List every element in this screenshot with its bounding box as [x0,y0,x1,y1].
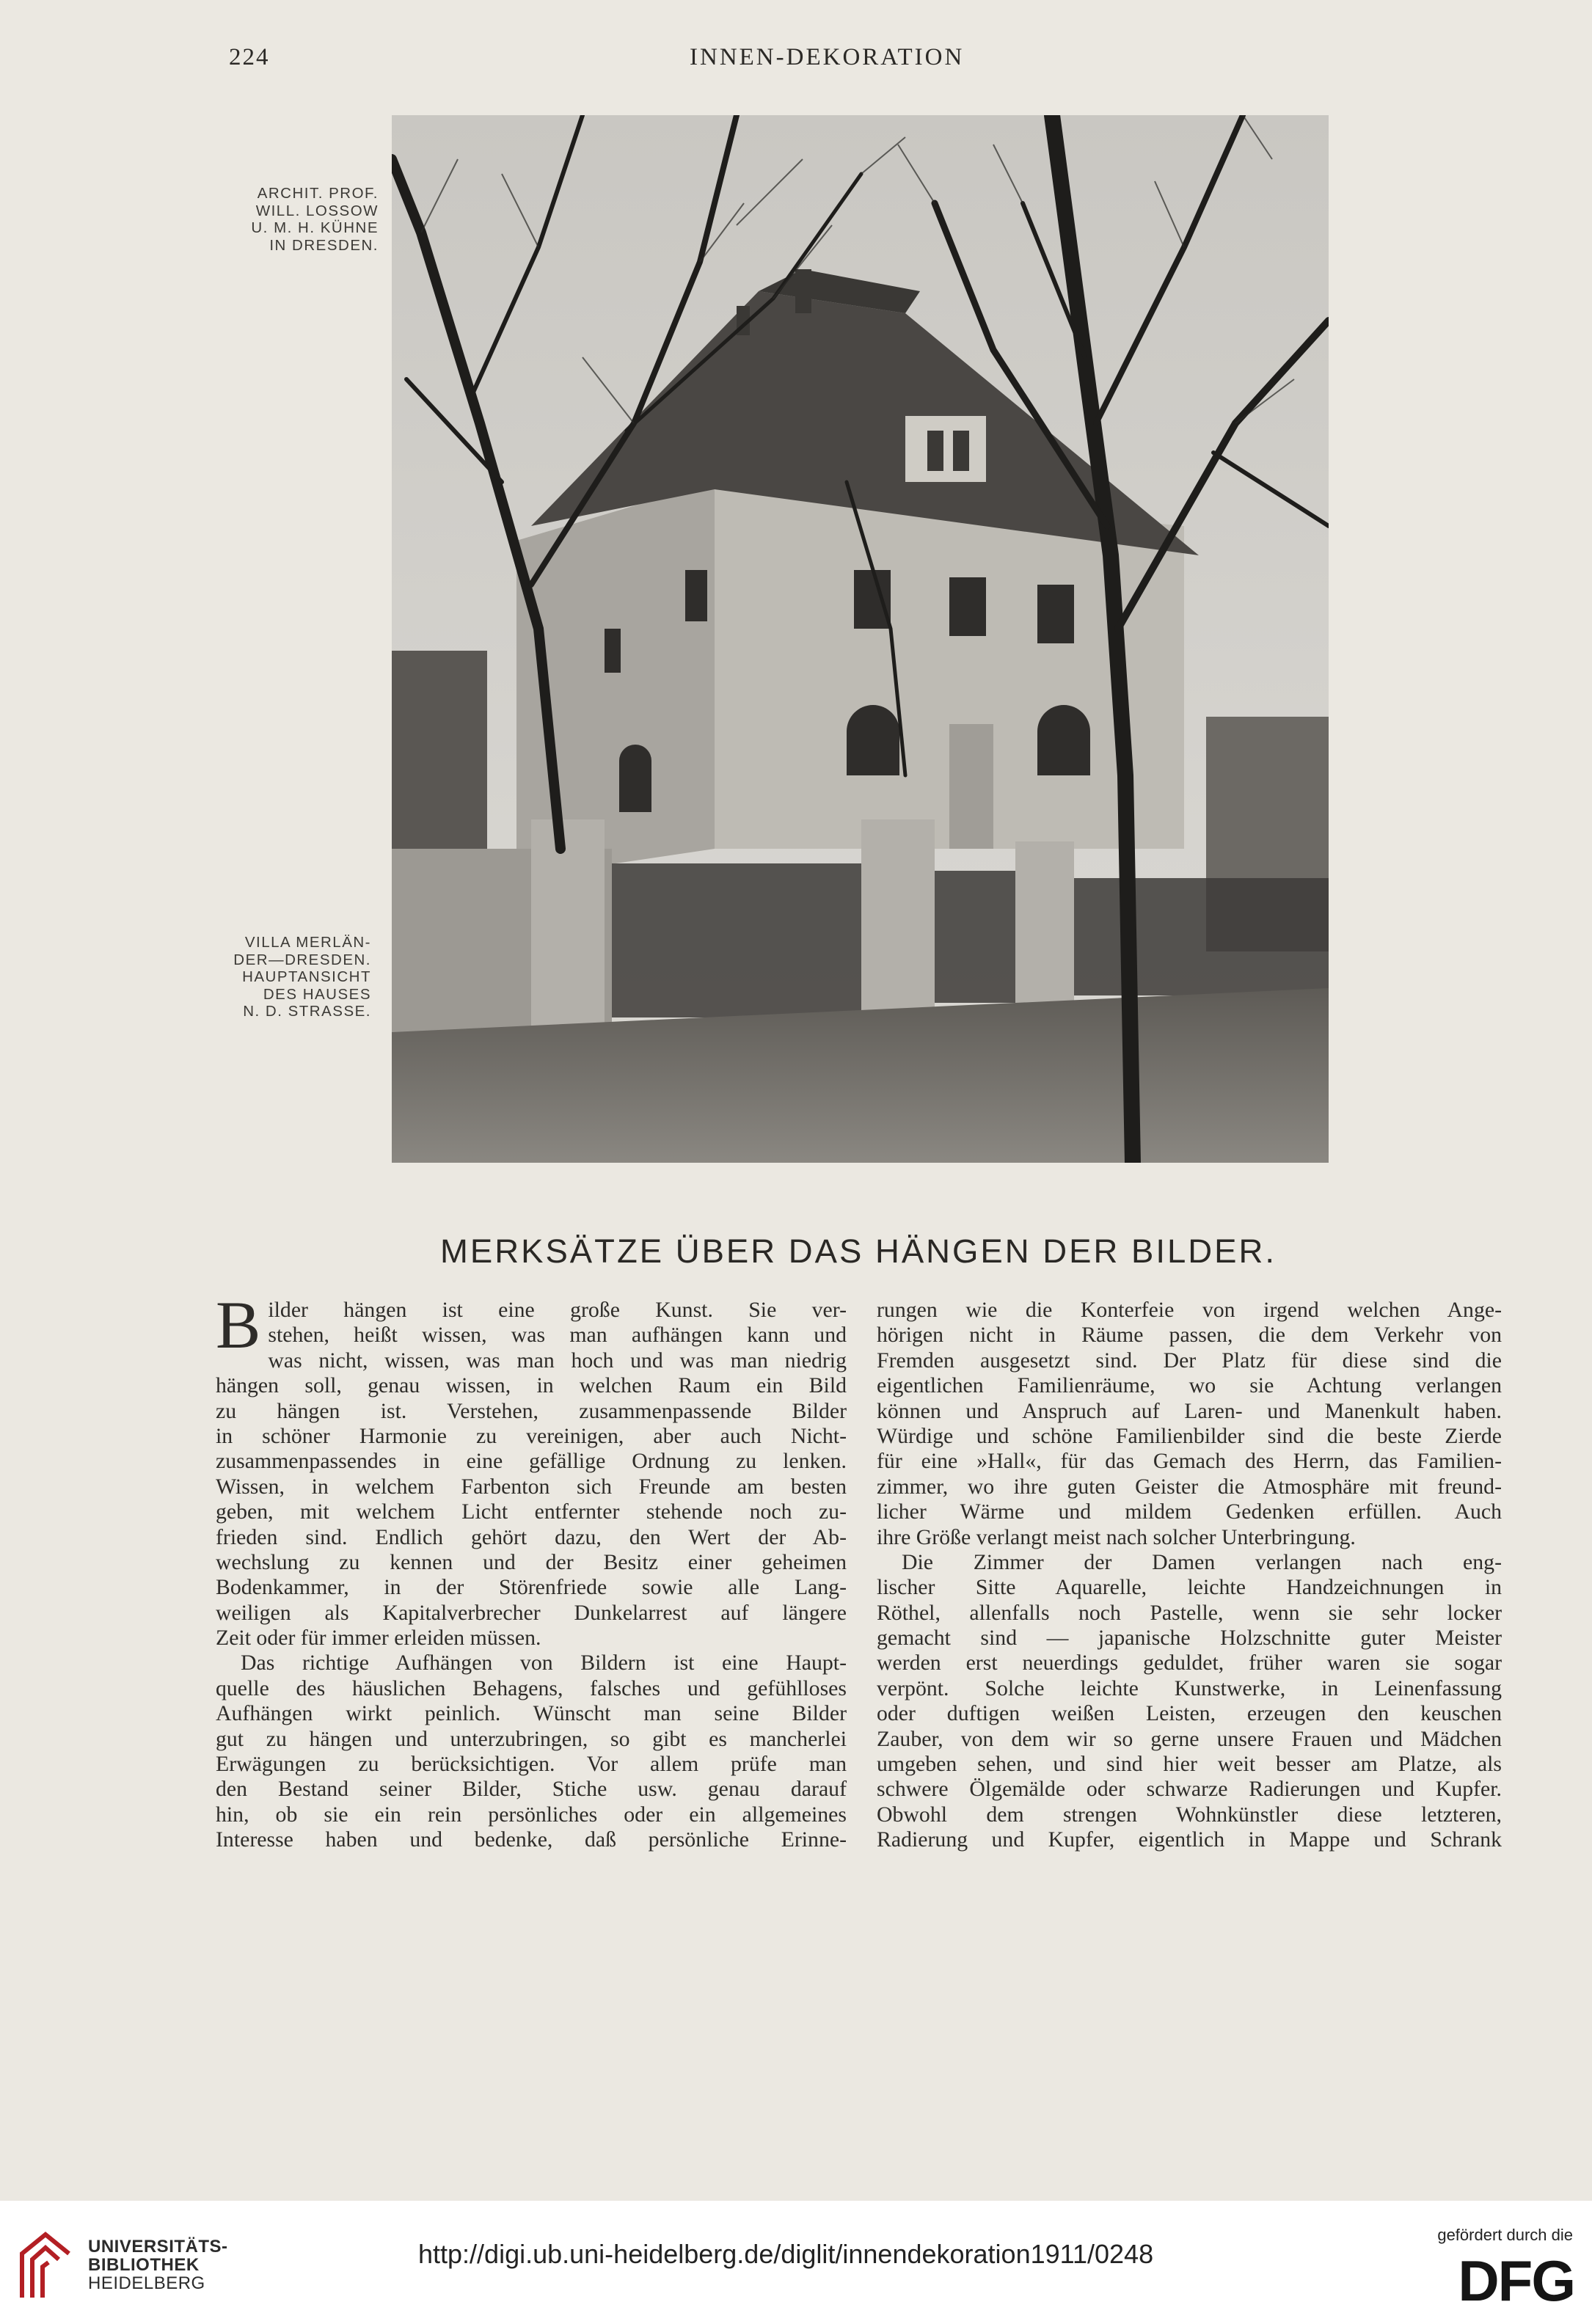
text-line: hörigen nicht in Räume passen, die dem Verkehr von [877,1323,1502,1348]
caption-line: ARCHIT. PROF. [257,185,379,202]
text-line: für eine »Hall«, für das Gemach des Herrn, das Familien- [877,1449,1502,1474]
text-line: können und Anspruch auf Laren- und Manenkult haben. [877,1398,1502,1423]
text-line: Die Zimmer der Damen verlangen nach eng- [902,1549,1502,1574]
library-name [88,2237,228,2292]
text-line: hin, ob sie ein rein persönliches oder ein allgemeines [216,1802,847,1827]
caption-line: IN DRESDEN. [269,236,379,254]
library-logo-icon [16,2224,75,2303]
text-line: Interesse haben und bedenke, daß persönliche Erinne- [216,1827,847,1852]
villa-photo-illustration [392,115,1329,1163]
text-line: hängen soll, genau wissen, in welchen Raum ein Bild [216,1373,847,1398]
library-name-line: HEIDELBERG [88,2273,205,2293]
text-line: oder duftigen weißen Leisten, erzeugen den keuschen [877,1701,1502,1726]
caption-line: N. D. STRASSE. [243,1003,371,1020]
drop-cap: B [216,1287,261,1362]
caption-line: U. M. H. KÜHNE [251,219,379,236]
library-name-line: UNIVERSITÄTS- [88,2237,228,2257]
text-line: licher Wärme und mildem Gedenken erfüllen. Auch [877,1499,1502,1524]
text-line: gut zu hängen und unterzubringen, so gibt es mancherlei [216,1726,847,1751]
photo-caption-architect [195,185,379,254]
text-line: was nicht, wissen, was man hoch und was man niedrig [268,1348,847,1373]
text-line: zimmer, wo ihre guten Geister die Atmosphäre mit freund- [877,1474,1502,1499]
text-line: umgeben sehen, und sind hier weit besser am Platze, als [877,1752,1502,1777]
running-head: INNEN-DEKORATION [690,44,965,70]
text-line: Erwägungen zu berücksichtigen. Vor allem prüfe man [216,1752,847,1777]
text-line: weiligen als Kapitalverbrecher Dunkelarrest auf längere [216,1600,847,1625]
text-line: Fremden ausgesetzt sind. Der Platz für diese sind die [877,1348,1502,1373]
text-line: werden erst neuerdings geduldet, früher waren sie sogar [877,1651,1502,1676]
caption-line: DES HAUSES [263,985,371,1003]
page-number: 224 [229,44,270,70]
funding-note: gefördert durch die [1437,2226,1573,2244]
caption-line: VILLA MERLÄN- [244,934,371,951]
villa-photograph [392,115,1329,1163]
text-line: quelle des häuslichen Behagens, falsches und gefühlloses [216,1676,847,1700]
text-line: Zauber, von dem wir so gerne unsere Frauen und Mädchen [877,1726,1502,1751]
text-line: Röthel, allenfalls noch Pastelle, wenn sie sehr locker [877,1600,1502,1625]
caption-line: WILL. LOSSOW [255,202,379,219]
text-line: Wissen, in welchem Farbenton sich Freunde am besten [216,1474,847,1499]
text-line: ihre Größe verlangt meist nach solcher Unterbringung. [877,1524,1356,1549]
text-line: wechslung zu kennen und der Besitz einer geheimen [216,1549,847,1574]
text-line: schwere Ölgemälde oder schwarze Radierungen und Kupfer. [877,1777,1502,1802]
article-title: MERKSÄTZE ÜBER DAS HÄNGEN DER BILDER. [440,1232,1277,1270]
viewer-footer [0,2201,1592,2324]
text-line: zu hängen ist. Verstehen, zusammenpassende Bilder [216,1398,847,1423]
text-line: ilder hängen ist eine große Kunst. Sie ver- [268,1298,847,1322]
dfg-logo[interactable]: DFG [1458,2248,1574,2313]
caption-line: HAUPTANSICHT [242,968,371,985]
text-line: geben, mit welchem Licht entfernter stehende noch zu- [216,1499,847,1524]
text-line: eigentlichen Familienräume, wo sie Achtung verlangen [877,1373,1502,1398]
text-line: frieden sind. Endlich gehört dazu, den Wert der Ab- [216,1524,847,1549]
text-line: den Bestand seiner Bilder, Stiche usw. genau darauf [216,1777,847,1802]
article-column-right [877,1298,1502,1853]
text-line: Zeit oder für immer erleiden müssen. [216,1626,541,1651]
text-line: stehen, heißt wissen, was man aufhängen kann und [268,1323,847,1348]
text-line: Bodenkammer, in der Störenfriede sowie alle Lang- [216,1575,847,1600]
article-column-left [216,1287,847,1853]
text-line: Aufhängen wirkt peinlich. Wünscht man seine Bilder [216,1701,847,1726]
text-line: rungen wie die Konterfeie von irgend welchen Ange- [877,1298,1502,1322]
permalink-url[interactable]: http://digi.ub.uni-heidelberg.de/diglit/innendekoration1911/0248 [418,2239,1154,2269]
text-line: Obwohl dem strengen Wohnkünstler diese letzteren, [877,1802,1502,1827]
text-line: zusammenpassendes in eine gefällige Ordnung zu lenken. [216,1449,847,1474]
text-line: Würdige und schöne Familienbilder sind die beste Zierde [877,1423,1502,1448]
text-line: gemacht sind — japanische Holzschnitte guter Meister [877,1626,1502,1651]
text-line: verpönt. Solche leichte Kunstwerke, in Leinenfassung [877,1676,1502,1700]
text-line: lischer Sitte Aquarelle, leichte Handzeichnungen in [877,1575,1502,1600]
text-line: in schöner Harmonie zu vereinigen, aber auch Nicht- [216,1423,847,1448]
text-line: Das richtige Aufhängen von Bildern ist eine Haupt- [241,1651,847,1676]
photo-caption-villa [188,934,371,1020]
text-line: Radierung und Kupfer, eigentlich in Mappe und Schrank [877,1827,1502,1852]
caption-line: DER—DRESDEN. [233,951,371,968]
library-name-line: BIBLIOTHEK [88,2255,200,2275]
